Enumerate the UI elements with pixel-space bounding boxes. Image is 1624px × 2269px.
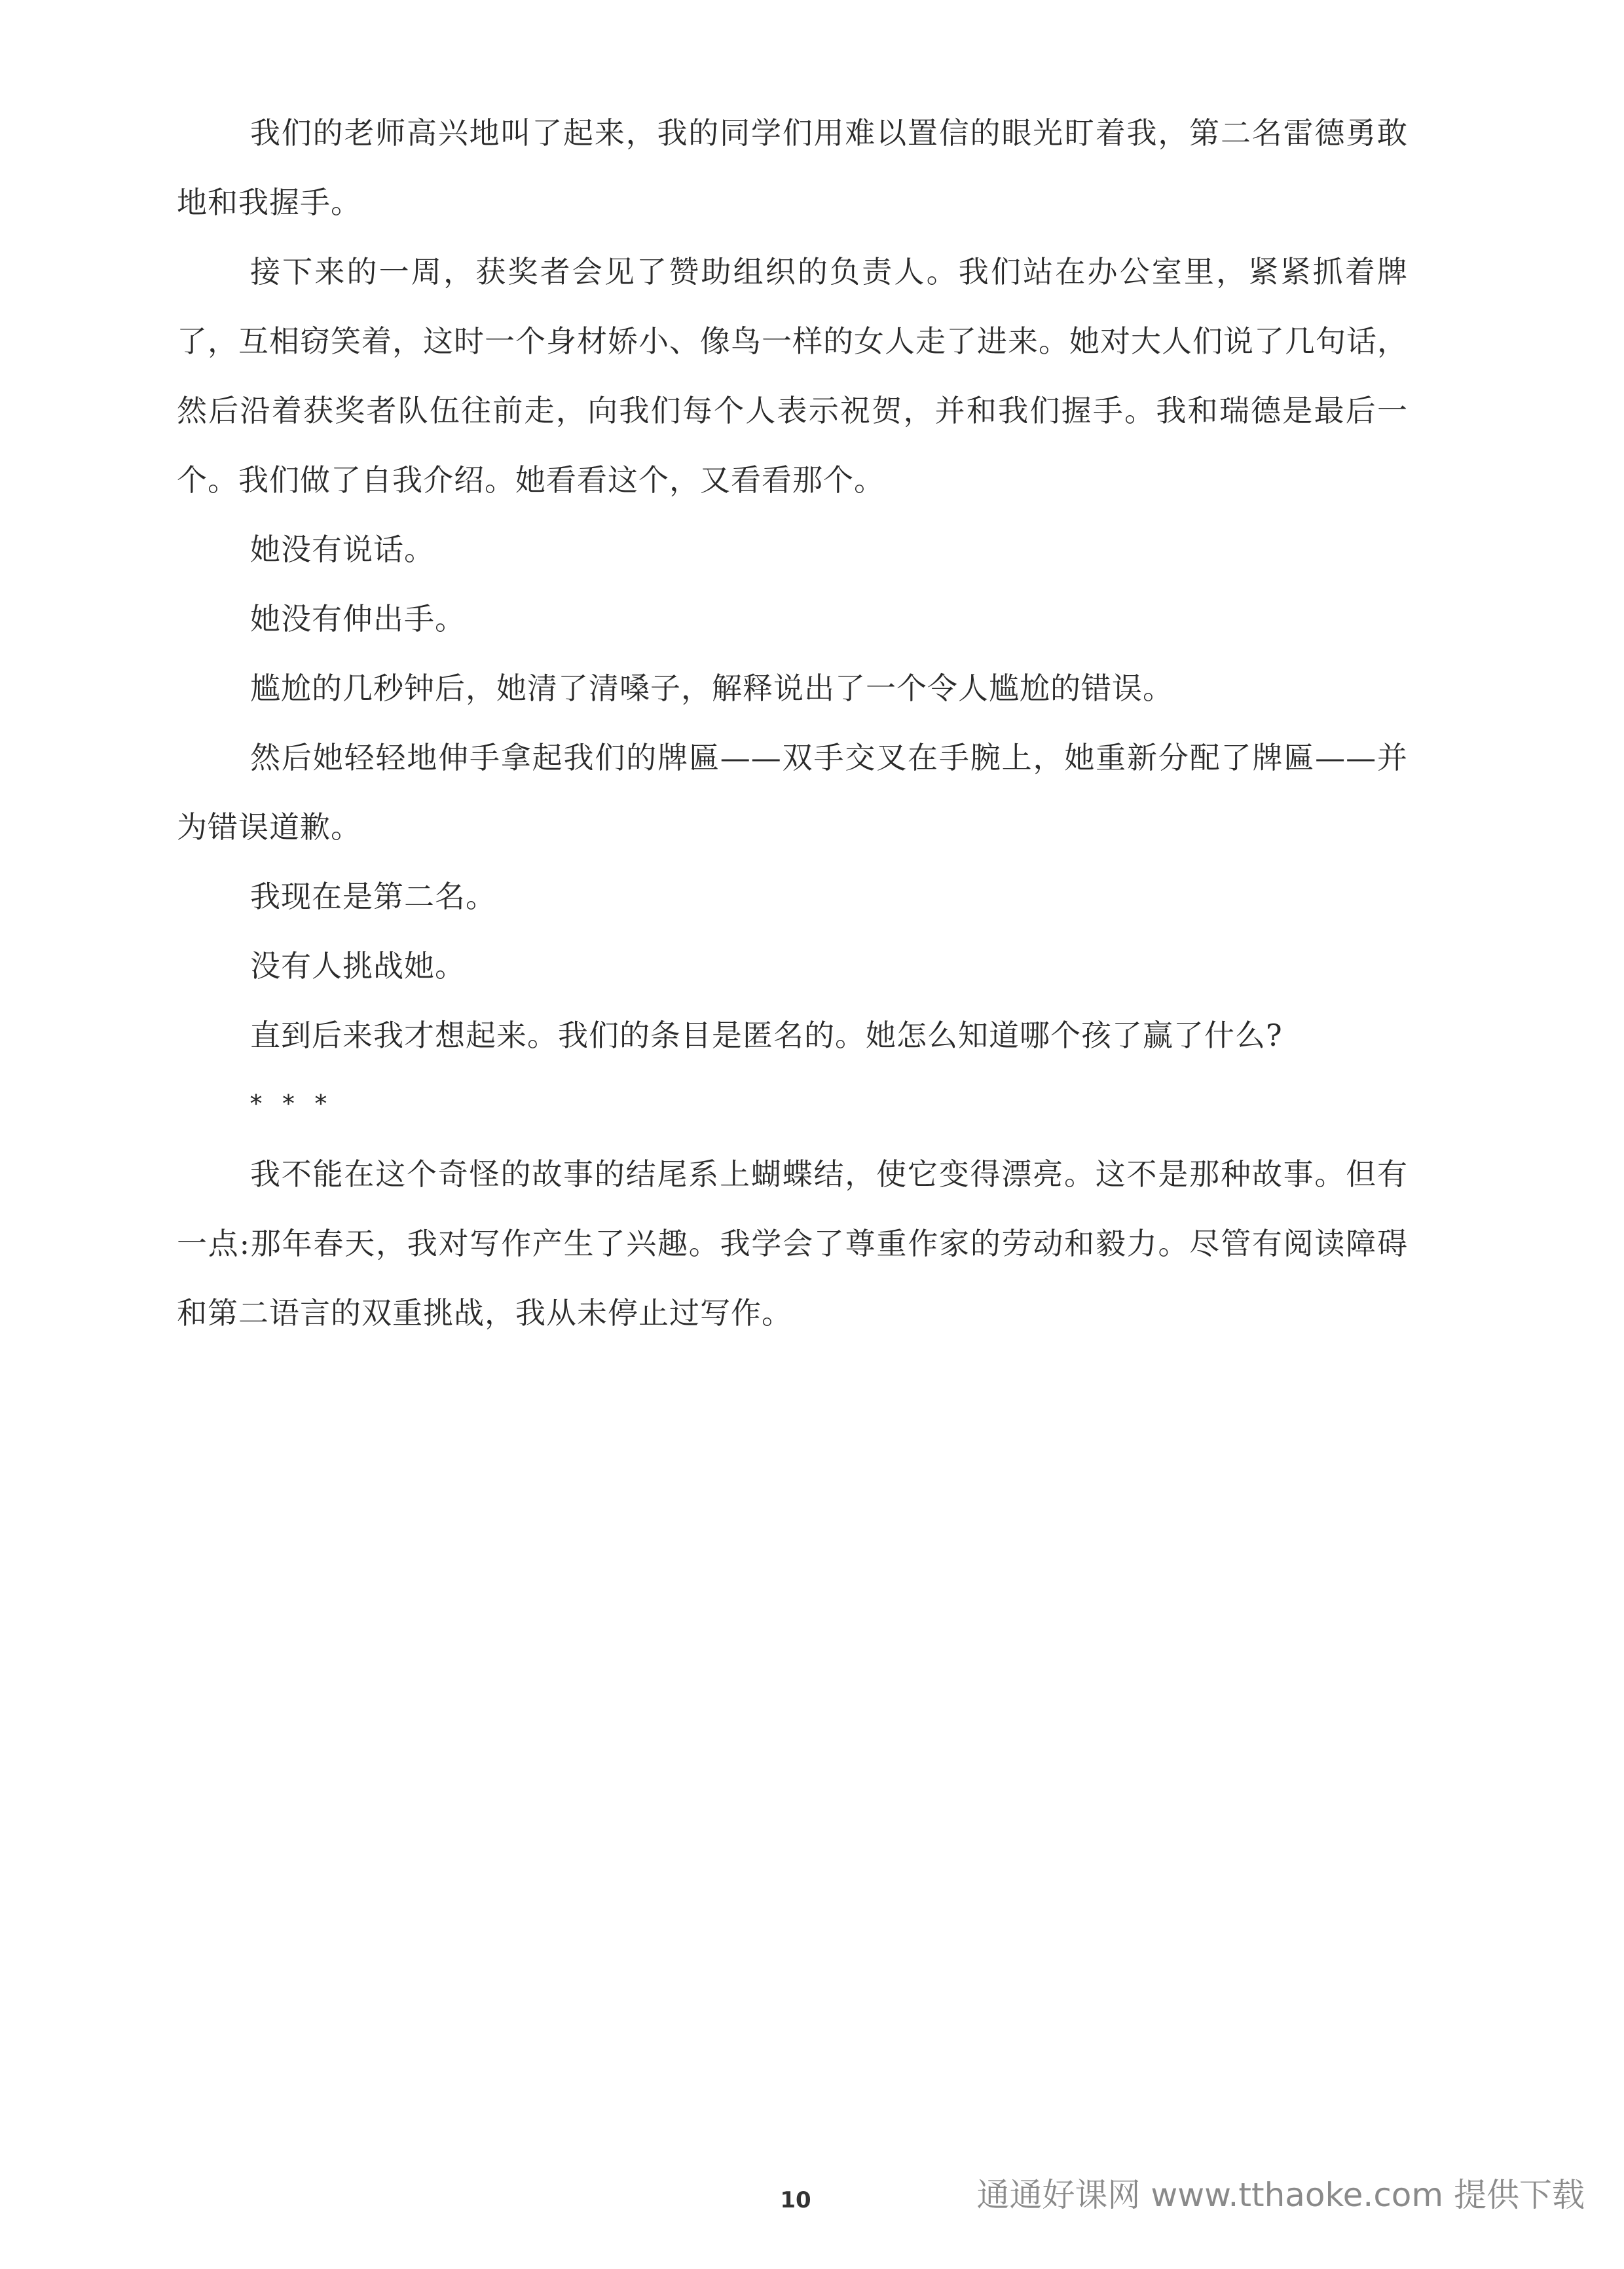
paragraph: 没有人挑战她。: [250, 948, 466, 984]
paragraph: 我现在是第二名。: [250, 879, 496, 914]
closing-paragraph: 我不能在这个奇怪的故事的结尾系上蝴蝶结，使它变得漂亮。这不是那种故事。但有一点:那年春天，我对写作产生了兴趣。我学会了尊重作家的劳动和毅力。尽管有阅读障碍和第二语言的双重挑战，我从未停止过写作。: [177, 1156, 1408, 1331]
paragraph: 她没有说话。: [250, 532, 435, 567]
page-number: 10: [780, 2187, 811, 2213]
paragraph: 她没有伸出手。: [250, 601, 466, 636]
section-separator: * * *: [250, 1091, 333, 1118]
paragraph: 尴尬的几秒钟后，她清了清嗓子，解释说出了一个令人尴尬的错误。: [250, 671, 1173, 706]
document-body: [177, 98, 1408, 1348]
paragraph: 我们的老师高兴地叫了起来，我的同学们用难以置信的眼光盯着我，第二名雷德勇敢地和我握手。: [177, 115, 1408, 220]
paragraph: 然后她轻轻地伸手拿起我们的牌匾——双手交叉在手腕上，她重新分配了牌匾——并为错误道歉。: [177, 740, 1409, 845]
watermark-text: 通通好课网 www.tthaoke.com 提供下载: [976, 2176, 1585, 2214]
paragraph: 直到后来我才想起来。我们的条目是匿名的。她怎么知道哪个孩了赢了什么?: [250, 1018, 1283, 1053]
paragraph: 接下来的一周，获奖者会见了赞助组织的负责人。我们站在办公室里，紧紧抓着牌了，互相窃笑着，这时一个身材娇小、像鸟一样的女人走了进来。她对大人们说了几句话，然后沿着获奖者队伍往前走，向我们每个人表示祝贺，并和我们握手。我和瑞德是最后一个。我们做了自我介绍。她看看这个，又看看那个。: [177, 254, 1408, 498]
